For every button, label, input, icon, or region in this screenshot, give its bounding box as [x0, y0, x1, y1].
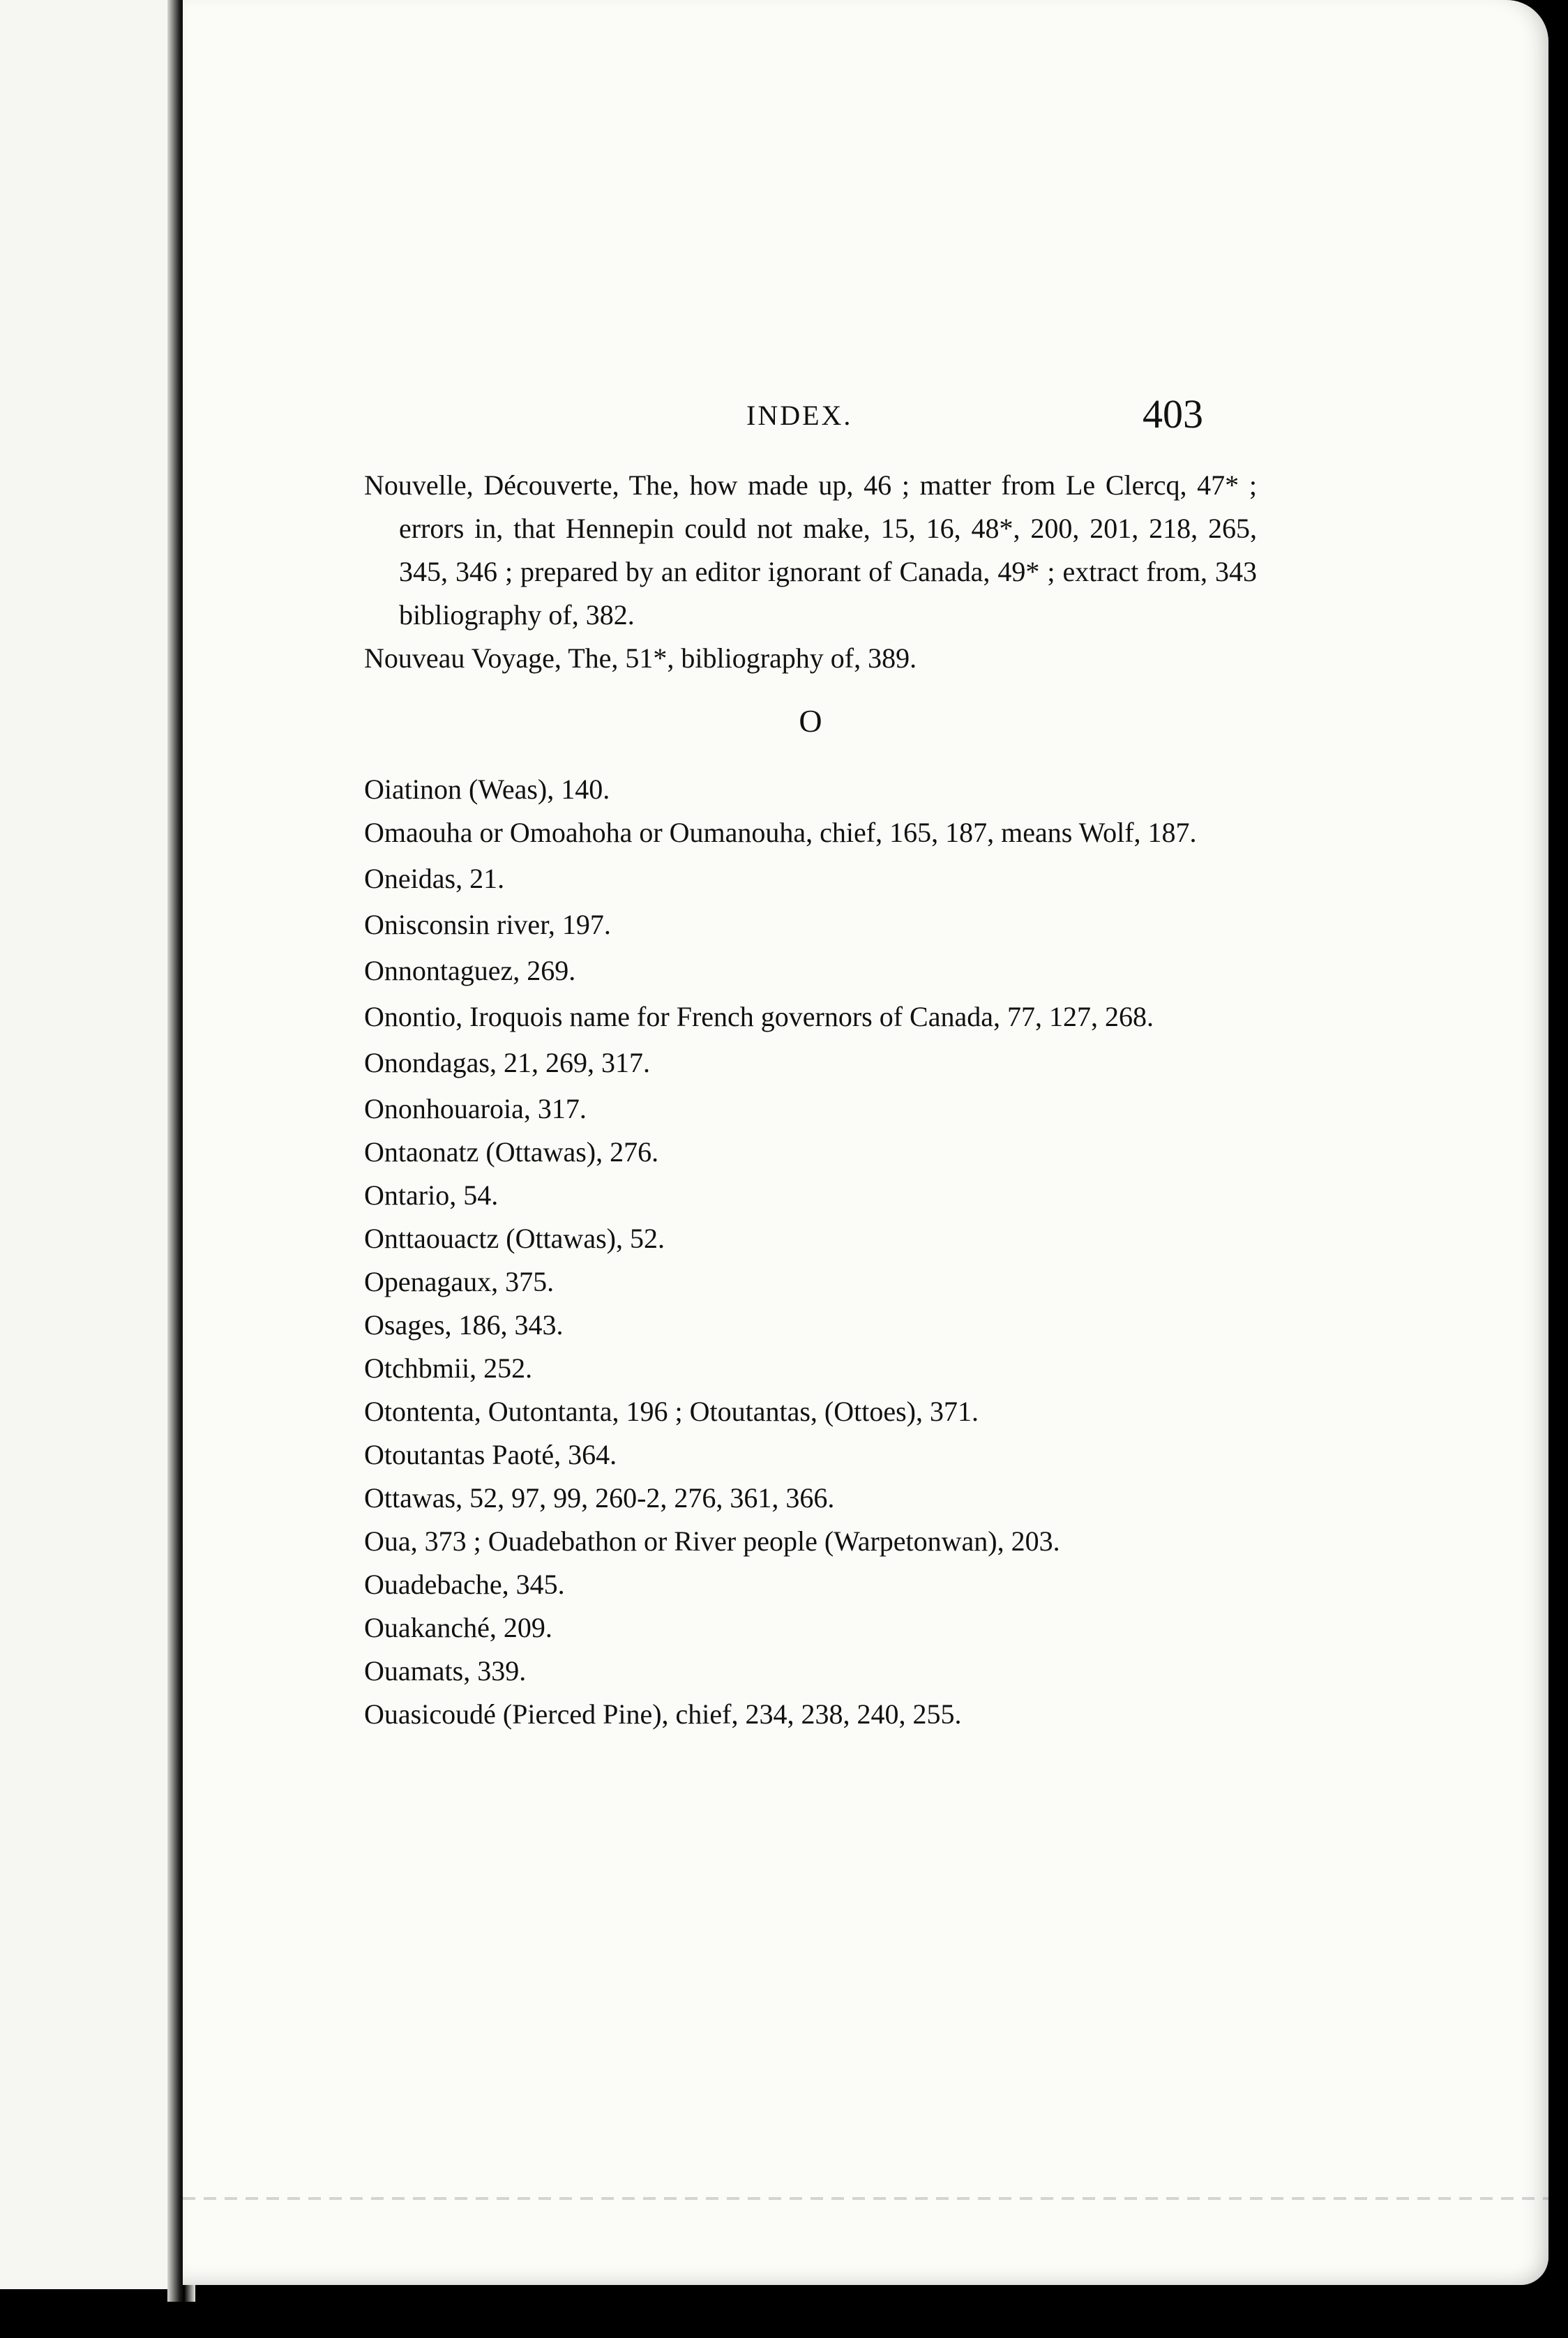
- index-entry: Nouvelle, Découverte, The, how made up, 46 ; matter from Le Clercq, 47* ; errors in, that Hennepin could not make, 15, 16, 48*, 200, 201, 218, 265, 345, 346 ; prepared by an editor ignorant of Canada, 49* ; extract from, 343 bibliography of, 382.: [364, 469, 1257, 631]
- index-entry: Otchbmii, 252.: [364, 1352, 533, 1384]
- index-entry: Onnontaguez, 269.: [364, 955, 576, 986]
- page-header: [746, 391, 1235, 439]
- index-entry: Onisconsin river, 197.: [364, 909, 611, 940]
- index-entry: Ontario, 54.: [364, 1179, 499, 1211]
- index-entry: Osages, 186, 343.: [364, 1309, 564, 1341]
- index-entry: Onttaouactz (Ottawas), 52.: [364, 1223, 665, 1254]
- index-entry: Ottawas, 52, 97, 99, 260-2, 276, 361, 366.: [364, 1482, 835, 1514]
- index-entry: Ouamats, 339.: [364, 1655, 527, 1687]
- index-entry: Oneidas, 21.: [364, 863, 505, 894]
- index-content: [364, 464, 1257, 1736]
- index-entry: Oiatinon (Weas), 140.: [364, 774, 610, 805]
- section-letter: O: [799, 703, 822, 739]
- index-entry: Nouveau Voyage, The, 51*, bibliography of, 389.: [364, 642, 917, 674]
- index-entry: Ouasicoudé (Pierced Pine), chief, 234, 238, 240, 255.: [364, 1698, 962, 1730]
- index-entry: Openagaux, 375.: [364, 1266, 555, 1297]
- running-head: INDEX.: [746, 400, 853, 431]
- index-entry: Onondagas, 21, 269, 317.: [364, 1047, 650, 1078]
- left-page: [0, 0, 190, 2289]
- index-entry: Ouakanché, 209.: [364, 1612, 552, 1643]
- page-bottom-edge: [183, 2197, 1548, 2200]
- index-entry: Ontaonatz (Ottawas), 276.: [364, 1136, 659, 1168]
- index-entry: Ouadebache, 345.: [364, 1569, 565, 1600]
- index-entry: Otoutantas Paoté, 364.: [364, 1439, 617, 1470]
- index-entry: Ononhouaroia, 317.: [364, 1093, 587, 1124]
- index-entry: Otontenta, Outontanta, 196 ; Otoutantas, (Ottoes), 371.: [364, 1396, 979, 1427]
- index-entry: Oua, 373 ; Ouadebathon or River people (Warpetonwan), 203.: [364, 1525, 1060, 1557]
- index-entry: Onontio, Iroquois name for French governors of Canada, 77, 127, 268.: [364, 1001, 1154, 1032]
- index-entry: Omaouha or Omoahoha or Oumanouha, chief, 165, 187, means Wolf, 187.: [364, 817, 1197, 848]
- page-number: 403: [1143, 391, 1203, 437]
